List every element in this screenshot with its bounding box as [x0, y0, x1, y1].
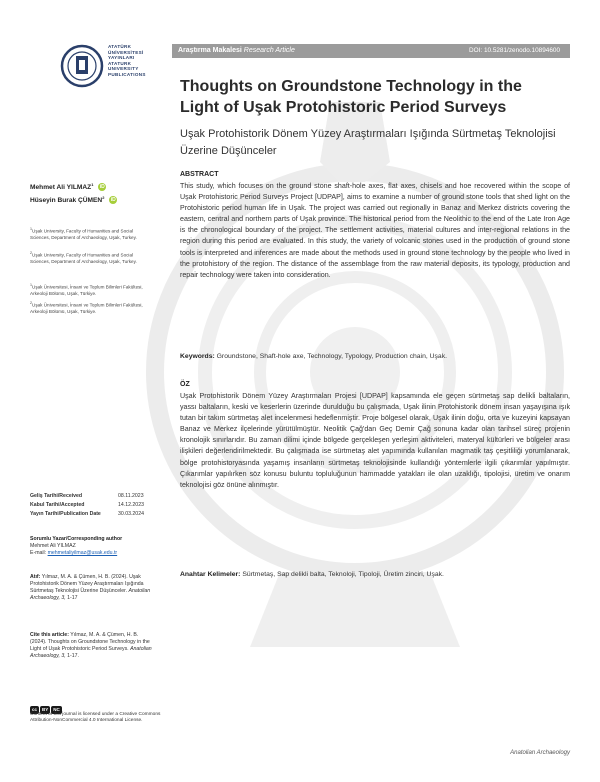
email-link[interactable]: mehmetaliyilmaz@usak.edu.tr: [47, 550, 118, 556]
affiliation: $^1$Uşak Üniversitesi, İnsani ve Toplum Bilimleri Fakültesi, Arkeoloji Bölümü, Uşak, Türkiye.: [30, 283, 143, 296]
university-logo: [60, 44, 104, 88]
abstract-heading: ABSTRACT: [180, 171, 219, 178]
affiliation: $^1$Uşak University, Faculty of Humanities and Social Sciences, Department of Archaeology, Uşak, Turkey.: [30, 227, 137, 240]
article-title: Thoughts on Groundstone Technology in the Light of Uşak Protohistoric Period Surveys: [180, 78, 522, 116]
abstract-text: This study, which focuses on the ground stone shaft-hole axes, flat axes, chisels and hoe recovered within the scope of Uşak Protohistoric Period Surveys Project [UDPAP], aims to examine a number of ground stone tools that shed light on the Protohistoric period human life in Uşak. The project was carried out regionally in Banaz and Merkez districts covering the eastern, central and northern parts of Uşak province. The historical period from the Neolithic to the end of the Late Iron Age is the chronological boundary of the project. The settlement activities, material cultures and inter-regional relations in the region during this period are evaluated. In this study, the variety of volcanic stones used in the production of ground stone tools is interpreted and inferences are made about the methods used in ground stone technology by the people who lived in the protohistory of the region. The distance of the assemblage from the raw material deposits, its typology, production and repair technology were taken into consideration.: [180, 182, 570, 279]
doi[interactable]: DOI: 10.5281/zenodo.10894600: [469, 47, 560, 54]
anahtar-kelimeler: Anahtar Kelimeler: Sürtmetaş, Sap delikli balta, Teknoloji, Tipoloji, Üretim zinciri, Uşak.: [180, 571, 444, 578]
cc-icon: cc: [32, 707, 38, 712]
nc-icon: NC: [53, 707, 60, 712]
orcid-icon[interactable]: iD: [110, 197, 116, 204]
university-seal-icon: [60, 44, 104, 88]
article-type: Araştırma Makalesi Research Article: [178, 47, 295, 54]
license-text: Content of this journal is licensed under a Creative Commons Attribution-NonCommercial 4.0 International License.: [30, 712, 161, 723]
date-accepted: Kabul Tarihi/Accepted 14.12.2023: [30, 502, 144, 508]
affiliation: $^2$Uşak Üniversitesi, İnsani ve Toplum Bilimleri Fakültesi, Arkeoloji Bölümü, Uşak, Türkiye.: [30, 301, 143, 314]
keywords: Keywords: Groundstone, Shaft-hole axe, Technology, Typology, Production chain, Uşak.: [180, 353, 447, 360]
by-icon: BY: [42, 707, 49, 712]
author-2: Hüseyin Burak ÇÜMEN$^2$ iD: [30, 195, 116, 205]
date-published: Yayın Tarihi/Publication Date 30.03.2024: [30, 511, 144, 517]
article-subtitle: Uşak Protohistorik Dönem Yüzey Araştırmaları Işığında Sürtmetaş Teknolojisi Üzerine Düşünceler: [180, 128, 556, 157]
author-1: Mehmet Ali YILMAZ$^1$ iD: [30, 182, 105, 192]
date-received: Geliş Tarihi/Received 08.11.2023: [30, 493, 144, 499]
university-name: ATATÜRK ÜNİVERSİTESİ YAYINLARI ATATURK UNIVERSITY PUBLICATIONS: [108, 44, 146, 77]
orcid-icon[interactable]: iD: [99, 184, 105, 191]
oz-heading: ÖZ: [180, 381, 190, 388]
affiliation: $^2$Uşak University, Faculty of Humanities and Social Sciences, Department of Archaeology, Uşak, Turkey.: [30, 251, 137, 264]
correspondence: Sorumlu Yazar/Corresponding author Mehmet Ali YILMAZ E-mail: mehmetaliyilmaz@usak.edu.tr: [30, 536, 123, 556]
footer-journal-name: Anatolian Archaeology: [510, 750, 570, 756]
citation-tr: Atıf: Yılmaz, M. A. & Çümen, H. B. (2024). Uşak Protohistorik Dönem Yüzey Araştırmaları Işığında Sürtmetaş Teknolojisi Üzerine Düşünceler. Anatolian Archaeology, 3, 1-17: [30, 574, 151, 601]
oz-text: Uşak Protohistorik Dönem Yüzey Araştırmaları Projesi [UDPAP] kapsamında ele geçen sürtmetaş sap delikli baltaların, yassı baltaların, keski ve keserlerin üzerinde durulduğu bu çalışmada, Uşak ilinin Protohistorik dönem insan yaşayışına ışık tutan bir takım sürtmetaş alet incelenmesi hedeflenmiştir. Proje bölgesel olarak, Uşak ilinin doğu, orta ve kuzeyini kapsayan Banaz ve Merkez ilçelerinde yürütülmüştür. Neolitik Çağ'dan Geç Demir Çağ sonuna kadar olan tarihsel süreç projenin kronolojik sınırlarıdır. Bu zaman dilimi içinde bölgede gerçekleşen yerleşim aktiviteleri, materyal kültürleri ve bölgeler arası ilişkileri değerlendirilmektedir. Bu çalışmada ise sürtmetaş alet yapımında kullanılan magmatik taş çeşitliliği yorumlanarak, bölge protohistoryasında yaşamış insanların sürtmetaş teknolojisinde kullandığı yöntemlerle ilgili çıkarımlar yapılmıştır. Çıkarımlar yapılırken söz konusu buluntu topluluğunun hammadde yatakları ile olan uzaklığı, tipolojisi, üretim ve onarım teknolojisi göz önüne alınmıştır.: [180, 392, 570, 489]
citation-en: Cite this article: Yılmaz, M. A. & Çümen, H. B. (2024). Thoughts on Groundstone Technology in the Light of Uşak Protohistoric Period Surveys. Anatolian Archaeology, 3, 1-17.: [30, 632, 152, 659]
